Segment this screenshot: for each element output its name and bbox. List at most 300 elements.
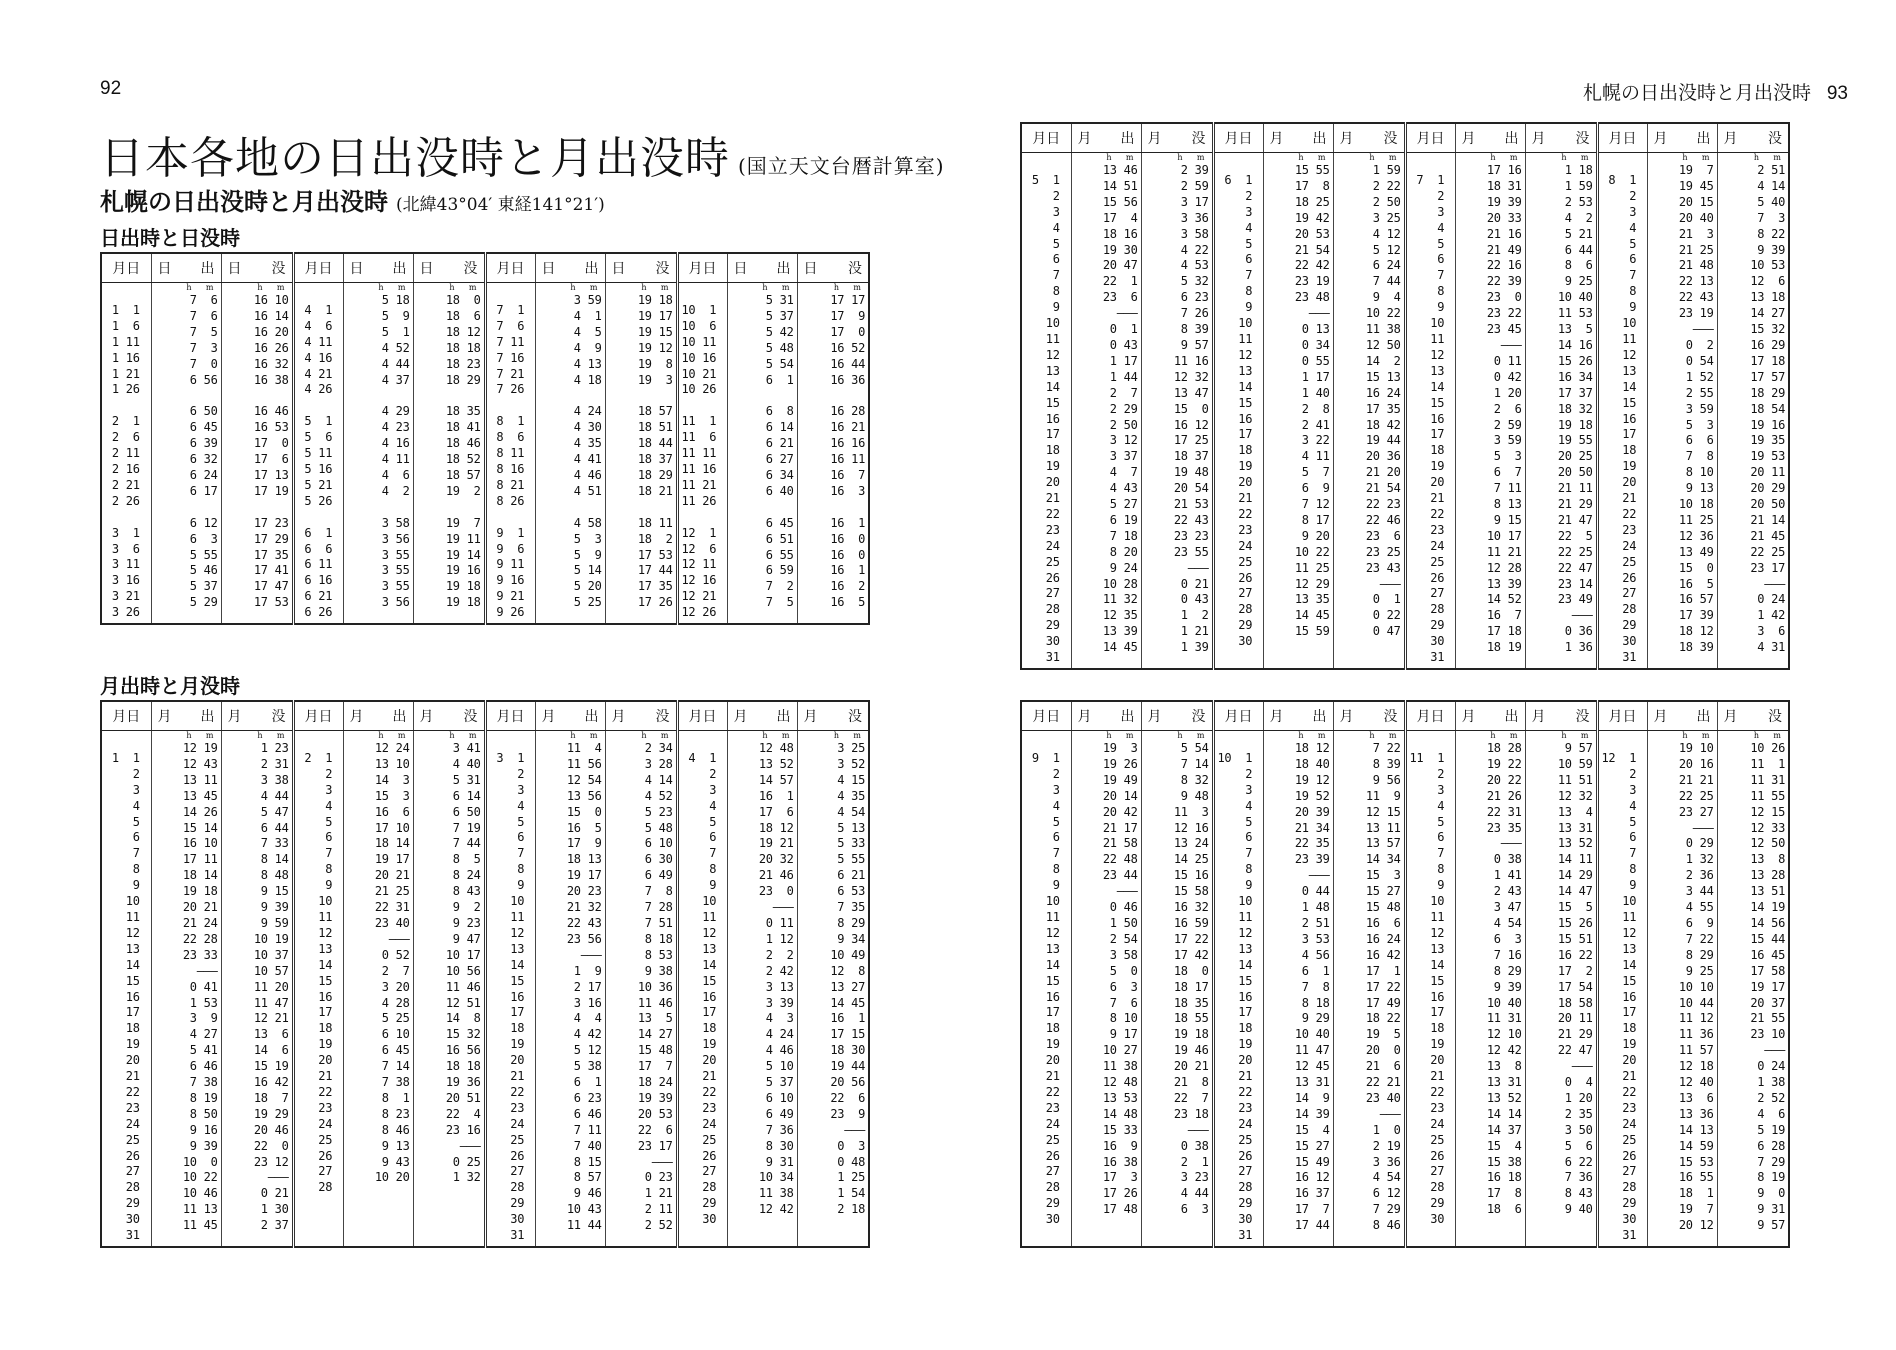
- set-header-b: 没: [1191, 131, 1206, 147]
- rise-column: [151, 731, 221, 1248]
- rise-column: [343, 731, 413, 1248]
- time-unit-marks: [1145, 731, 1209, 741]
- unit-hour: h: [1177, 153, 1183, 162]
- unit-minute: m: [781, 731, 790, 740]
- unit-hour: h: [257, 731, 263, 740]
- rise-column: [1455, 731, 1525, 1248]
- date-header: 月日: [1597, 123, 1647, 153]
- subtitle-text: 札幌の日出没時と月出没時: [100, 188, 388, 216]
- set-column: [1141, 153, 1213, 670]
- unit-minute: m: [660, 283, 669, 292]
- date-column: [1213, 153, 1263, 670]
- set-header-a: 月: [1723, 709, 1738, 725]
- set-header-a: 月: [1339, 131, 1354, 147]
- rise-values: 18 28 19 22 20 22 21 26 22 31 23 35 ——— 0 38 1 41 2 43 3 47 4 54 6 3 7 16 8 29 9 39 10 40 11 31 12 10 12 42 13 8 13 31 13 52 14 14 14 37 15 4 15 38 16 18 17 8 18 6: [1486, 741, 1522, 1217]
- set-header-a: 月: [227, 709, 242, 725]
- time-unit-marks: [1651, 731, 1714, 741]
- set-column: [221, 731, 293, 1248]
- right-page-number: 93: [1826, 83, 1848, 104]
- rise-header: [343, 701, 413, 731]
- time-unit-marks: [1337, 731, 1401, 741]
- rise-values: 12 19 12 43 13 11 13 45 14 26 15 14 16 10 17 11 18 14 19 18 20 21 21 24 22 28 23 33 ——— 0 41 1 53 3 9 4 27 5 41 6 46 7 38 8 19 8 50 9 16 9 39 10 0 10 22 10 46 11 13 11 45: [182, 741, 218, 1233]
- date-column: [677, 283, 727, 625]
- unit-hour: h: [1561, 153, 1567, 162]
- unit-minute: m: [1388, 153, 1397, 162]
- date-header: 月日: [1597, 701, 1647, 731]
- rise-header-a: 月: [1653, 131, 1668, 147]
- set-header: [605, 253, 677, 283]
- set-header: [1717, 123, 1789, 153]
- set-column: [605, 283, 677, 625]
- time-unit-marks: [1459, 731, 1522, 741]
- page-subtitle: [100, 182, 605, 217]
- table-body-row: [101, 731, 869, 1248]
- unit-minute: m: [660, 731, 669, 740]
- date-header: 月日: [293, 701, 343, 731]
- rise-values: 13 46 14 51 15 56 17 4 18 16 19 30 20 47 22 1 23 6 ——— 0 1 0 43 1 17 1 44 2 7 2 29 2 50 3 12 3 37 4 7 4 43 5 27 6 19 7 18 8 20 9 24 10 28 11 32 12 35 13 39 14 45: [1102, 163, 1138, 655]
- unit-minute: m: [1509, 153, 1518, 162]
- rise-values: 11 4 11 56 12 54 13 56 15 0 16 5 17 9 18 13 19 17 20 23 21 32 22 43 23 56 ——— 1 9 2 17 3 16 4 4 4 42 5 12 5 38 6 1 6 23 6 46 7 11 7 40 8 15 8 57 9 46 10 43 11 44: [566, 741, 602, 1233]
- rise-header-a: 月: [157, 709, 172, 725]
- time-unit-marks: [1075, 153, 1138, 163]
- date-values: 4 1 2 3 4 5 6 7 8 9 10 11 12 13 14 15 16 17 18 19 20 21 22 23 24 25 26 27 28 29 30: [688, 750, 717, 1227]
- table-body-row: [1021, 153, 1789, 670]
- rise-column: [1071, 153, 1141, 670]
- rise-values: 19 3 19 26 19 49 20 14 20 42 21 17 21 58 22 48 23 44 ——— 0 46 1 50 2 54 3 58 5 0 6 3 7 6 8 10 9 17 10 27 11 38 12 48 13 53 14 48 15 33 16 9 16 38 17 3 17 26 17 48: [1102, 741, 1138, 1217]
- moon-section-heading: 月出時と月没時: [100, 674, 240, 698]
- rise-column: [151, 283, 221, 625]
- set-header-b: 没: [463, 709, 478, 725]
- unit-minute: m: [1701, 153, 1710, 162]
- unit-minute: m: [1317, 153, 1326, 162]
- rise-header: [1455, 701, 1525, 731]
- date-header: 月日: [677, 701, 727, 731]
- set-values: 10 26 11 1 11 31 11 55 12 15 12 33 12 50 13 8 13 28 13 51 14 19 14 56 15 44 16 45 17 58 19 17 20 37 21 55 23 10 ——— 0 24 1 38 2 52 4 6 5 19 6 28 7 29 8 19 9 0 9 31 9 57: [1750, 741, 1785, 1233]
- table-body-row: [101, 283, 869, 625]
- time-unit-marks: [609, 283, 673, 293]
- unit-hour: h: [1369, 153, 1375, 162]
- unit-minute: m: [1196, 153, 1205, 162]
- rise-values: 12 48 13 52 14 57 16 1 17 6 18 12 19 21 20 32 21 46 23 0 ——— 0 11 1 12 2 2 2 42 3 13 3 39 4 3 4 24 4 46 5 10 5 37 6 10 6 49 7 36 8 30 9 31 10 34 11 38 12 42: [758, 741, 794, 1217]
- sun-section-heading: 日出時と日没時: [100, 226, 240, 250]
- unit-hour: h: [1490, 731, 1496, 740]
- set-header: [1333, 701, 1405, 731]
- set-header: [1525, 123, 1597, 153]
- rise-column: [535, 731, 605, 1248]
- rise-header: [151, 701, 221, 731]
- set-values: 1 23 2 31 3 38 4 44 5 47 6 44 7 33 8 14 8 48 9 15 9 39 9 59 10 19 10 37 10 57 11 20 11 47 12 21 13 6 14 6 15 19 16 42 18 7 19 29 20 46 22 0 23 12 ——— 0 21 1 30 2 37: [253, 741, 289, 1233]
- table-header-row: [1021, 701, 1789, 731]
- date-column: [677, 731, 727, 1248]
- time-unit-marks: [731, 283, 794, 293]
- date-values: 7 1 2 3 4 5 6 7 8 9 10 11 12 13 14 15 16 17 18 19 20 21 22 23 24 25 26 27 28 29 30 31: [1416, 172, 1445, 665]
- unit-hour: h: [570, 283, 576, 292]
- date-header: 月日: [677, 253, 727, 283]
- coordinates: (北緯43°04′ 東経141°21′): [396, 195, 605, 215]
- set-column: [413, 283, 485, 625]
- set-header-b: 没: [655, 261, 670, 277]
- time-unit-marks: [609, 731, 673, 741]
- rise-header-a: 月: [733, 709, 748, 725]
- unit-minute: m: [1580, 731, 1589, 740]
- unit-hour: h: [833, 283, 839, 292]
- date-header: 月日: [1213, 701, 1263, 731]
- rise-header: [535, 253, 605, 283]
- time-unit-marks: [1337, 153, 1401, 163]
- set-header-a: 月: [611, 709, 626, 725]
- date-column: [1405, 731, 1455, 1248]
- rise-values: 5 31 5 37 5 42 5 48 5 54 6 1 6 8 6 14 6 21 6 27 6 34 6 40 6 45 6 51 6 55 6 59 7 2 7 5: [765, 293, 794, 610]
- set-header-a: 月: [1147, 131, 1162, 147]
- time-unit-marks: [1459, 153, 1522, 163]
- set-values: 7 22 8 39 9 56 11 9 12 15 13 11 13 57 14 34 15 3 15 27 15 48 16 6 16 24 16 42 17 1 17 22 17 49 18 22 19 5 20 0 21 6 22 21 23 40 ——— 1 0 2 19 3 36 4 54 6 12 7 29 8 46: [1365, 741, 1401, 1233]
- unit-hour: h: [1753, 731, 1759, 740]
- time-unit-marks: [801, 731, 866, 741]
- rise-header-a: 日: [733, 261, 748, 277]
- date-values: 3 1 2 3 4 5 6 7 8 9 10 11 12 13 14 15 16 17 18 19 20 21 22 23 24 25 26 27 28 29 30 31: [496, 750, 525, 1243]
- set-header-a: 日: [227, 261, 242, 277]
- unit-minute: m: [397, 731, 406, 740]
- set-header: [1525, 701, 1597, 731]
- date-column: [485, 731, 535, 1248]
- unit-minute: m: [1509, 731, 1518, 740]
- unit-minute: m: [397, 283, 406, 292]
- moon-table-may-aug: [1020, 122, 1790, 670]
- page-title: [100, 122, 945, 186]
- date-values: 2 1 2 3 4 5 6 7 8 9 10 11 12 13 14 15 16 17 18 19 20 21 22 23 24 25 26 27 28: [304, 750, 333, 1195]
- unit-minute: m: [205, 283, 214, 292]
- date-values: 11 1 2 3 4 5 6 7 8 9 10 11 12 13 14 15 16 17 18 19 20 21 22 23 24 25 26 27 28 29 30: [1409, 750, 1445, 1227]
- rise-header: [151, 253, 221, 283]
- set-header-b: 没: [463, 261, 478, 277]
- rise-header-b: 出: [1312, 131, 1327, 147]
- rise-header-b: 出: [584, 261, 599, 277]
- date-values: 5 1 2 3 4 5 6 7 8 9 10 11 12 13 14 15 16 17 18 19 20 21 22 23 24 25 26 27 28 29 30 31: [1031, 172, 1060, 665]
- set-header: [1141, 701, 1213, 731]
- rise-values: 12 24 13 10 14 3 15 3 16 6 17 10 18 14 19 17 20 21 21 25 22 31 23 40 ——— 0 52 2 7 3 20 4 28 5 25 6 10 6 45 7 14 7 38 8 1 8 23 8 46 9 13 9 43 10 20: [374, 741, 410, 1185]
- date-column: [1405, 153, 1455, 670]
- rise-header-b: 出: [392, 261, 407, 277]
- rise-header: [1071, 123, 1141, 153]
- set-column: [1717, 731, 1789, 1248]
- moon-table-sep-dec: [1020, 700, 1790, 1248]
- unit-hour: h: [570, 731, 576, 740]
- set-header: [413, 253, 485, 283]
- unit-hour: h: [1177, 731, 1183, 740]
- time-unit-marks: [801, 283, 866, 293]
- time-unit-marks: [1651, 153, 1714, 163]
- right-page-header: [1583, 78, 1848, 105]
- rise-header-b: 出: [1120, 131, 1135, 147]
- date-header: 月日: [1405, 701, 1455, 731]
- time-unit-marks: [1267, 153, 1330, 163]
- rise-column: [1263, 153, 1333, 670]
- rise-values: 19 10 20 16 21 21 22 25 23 27 ——— 0 29 1 32 2 36 3 44 4 55 6 9 7 22 8 29 9 25 10 10 10 44 11 12 11 36 11 57 12 18 12 40 13 6 13 36 14 13 14 59 15 53 16 55 18 1 19 7 20 12: [1678, 741, 1714, 1233]
- rise-header-b: 出: [1696, 131, 1711, 147]
- unit-hour: h: [257, 283, 263, 292]
- rise-header-a: 月: [349, 709, 364, 725]
- rise-header: [343, 253, 413, 283]
- rise-header-b: 出: [584, 709, 599, 725]
- set-header-a: 月: [1147, 709, 1162, 725]
- unit-minute: m: [1317, 731, 1326, 740]
- rise-header-b: 出: [776, 709, 791, 725]
- rise-header: [727, 701, 797, 731]
- set-values: 3 25 3 52 4 15 4 35 4 54 5 13 5 33 5 55 6 21 6 53 7 35 8 29 9 34 10 49 12 8 13 27 14 45 16 1 17 15 18 30 19 44 20 56 22 6 23 9 ——— 0 3 0 48 1 25 1 54 2 18: [830, 741, 865, 1217]
- rise-header-a: 月: [1077, 709, 1092, 725]
- date-column: [485, 283, 535, 625]
- unit-hour: h: [1298, 731, 1304, 740]
- set-values: 18 0 18 6 18 12 18 18 18 23 18 29 18 35 18 41 18 46 18 52 18 57 19 2 19 7 19 11 19 14 19 16 19 18 19 18: [445, 293, 481, 610]
- unit-minute: m: [1580, 153, 1589, 162]
- set-values: 19 18 19 17 19 15 19 12 19 8 19 3 18 57 18 51 18 44 18 37 18 29 18 21 18 11 18 2 17 53 17 44 17 35 17 26: [637, 293, 673, 610]
- rise-header-a: 月: [1269, 131, 1284, 147]
- date-values: 10 1 10 6 10 11 10 16 10 21 10 26 11 1 11 6 11 11 11 16 11 21 11 26 12 1 12 6 12 11 12 16 12 21 12 26: [681, 302, 717, 620]
- rise-header-a: 日: [157, 261, 172, 277]
- date-header: 月日: [485, 701, 535, 731]
- set-header-a: 月: [803, 709, 818, 725]
- date-column: [101, 731, 151, 1248]
- time-unit-marks: [1145, 153, 1209, 163]
- set-header-b: 没: [271, 709, 286, 725]
- date-header: 月日: [101, 253, 151, 283]
- rise-column: [535, 283, 605, 625]
- date-values: 4 1 4 6 4 11 4 16 4 21 4 26 5 1 5 6 5 11 5 16 5 21 5 26 6 1 6 6 6 11 6 16 6 21 6 26: [304, 302, 333, 620]
- rise-header: [1647, 701, 1717, 731]
- set-header: [221, 253, 293, 283]
- rise-header: [727, 253, 797, 283]
- set-values: 1 59 2 22 2 50 3 25 4 12 5 12 6 24 7 44 9 4 10 22 11 38 12 50 14 2 15 13 16 24 17 35 18 42 19 44 20 36 21 20 21 54 22 23 22 46 23 6 23 25 23 43 ——— 0 1 0 22 0 47: [1365, 163, 1401, 639]
- rise-header-a: 月: [1461, 131, 1476, 147]
- set-column: [1525, 153, 1597, 670]
- set-header: [221, 701, 293, 731]
- time-unit-marks: [1721, 731, 1786, 741]
- set-values: 17 17 17 9 17 0 16 52 16 44 16 36 16 28 16 21 16 16 16 11 16 7 16 3 16 1 16 0 16 0 16 1 16 2 16 5: [830, 293, 865, 610]
- sun-rise-set-table: [100, 252, 870, 625]
- unit-hour: h: [186, 283, 192, 292]
- rise-column: [727, 283, 797, 625]
- set-values: 9 57 10 59 11 51 12 32 13 4 13 31 13 52 14 11 14 29 14 47 15 5 15 26 15 51 16 22 17 2 17 54 18 58 20 11 21 29 22 47 ——— 0 4 1 20 2 35 3 50 5 6 6 22 7 36 8 43 9 40: [1557, 741, 1593, 1217]
- unit-minute: m: [1125, 153, 1134, 162]
- rise-column: [727, 731, 797, 1248]
- set-column: [1717, 153, 1789, 670]
- time-unit-marks: [1075, 731, 1138, 741]
- date-column: [293, 731, 343, 1248]
- rise-values: 19 7 19 45 20 15 20 40 21 3 21 25 21 48 22 13 22 43 23 19 ——— 0 2 0 54 1 52 2 55 3 59 5 3 6 6 7 8 8 10 9 13 10 18 11 25 12 36 13 49 15 0 16 5 16 57 17 39 18 12 18 39: [1678, 163, 1714, 655]
- date-column: [293, 283, 343, 625]
- rise-values: 5 18 5 9 5 1 4 52 4 44 4 37 4 29 4 23 4 16 4 11 4 6 4 2 3 58 3 56 3 55 3 55 3 55 3 56: [381, 293, 410, 610]
- rise-header-b: 出: [1120, 709, 1135, 725]
- date-values: 1 1 1 6 1 11 1 16 1 21 1 26 2 1 2 6 2 11 2 16 2 21 2 26 3 1 3 6 3 11 3 16 3 21 3 26: [111, 302, 140, 620]
- rise-header: [535, 701, 605, 731]
- unit-minute: m: [589, 731, 598, 740]
- unit-minute: m: [1388, 731, 1397, 740]
- unit-hour: h: [378, 283, 384, 292]
- set-values: 2 39 2 59 3 17 3 36 3 58 4 22 4 53 5 32 6 23 7 26 8 39 9 57 11 16 12 32 13 47 15 0 16 12 17 25 18 37 19 48 20 54 21 53 22 43 23 23 23 55 ——— 0 21 0 43 1 2 1 21 1 39: [1173, 163, 1209, 655]
- unit-hour: h: [449, 283, 455, 292]
- time-unit-marks: [539, 283, 602, 293]
- date-column: [1021, 153, 1071, 670]
- rise-values: 3 59 4 1 4 5 4 9 4 13 4 18 4 24 4 30 4 35 4 41 4 46 4 51 4 58 5 3 5 9 5 14 5 20 5 25: [573, 293, 602, 610]
- unit-hour: h: [762, 731, 768, 740]
- set-header-a: 日: [419, 261, 434, 277]
- set-values: 5 54 7 14 8 32 9 48 11 3 12 16 13 24 14 25 15 16 15 58 16 32 16 59 17 22 17 42 18 0 18 17 18 35 18 55 19 18 19 46 20 21 21 8 22 7 23 18 ——— 0 38 2 1 3 23 4 44 6 3: [1173, 741, 1209, 1217]
- unit-minute: m: [1196, 731, 1205, 740]
- date-column: [101, 283, 151, 625]
- set-column: [605, 731, 677, 1248]
- set-header: [1141, 123, 1213, 153]
- left-page-number: 92: [100, 78, 122, 99]
- rise-column: [1071, 731, 1141, 1248]
- unit-hour: h: [1106, 731, 1112, 740]
- set-header-b: 没: [848, 709, 862, 725]
- time-unit-marks: [347, 283, 410, 293]
- rise-header-b: 出: [1504, 709, 1519, 725]
- set-column: [1141, 731, 1213, 1248]
- unit-hour: h: [1682, 731, 1688, 740]
- title-source-note: (国立天文台暦計算室): [738, 154, 945, 178]
- set-header: [1333, 123, 1405, 153]
- rise-values: 15 55 17 8 18 25 19 42 20 53 21 54 22 42 23 19 23 48 ——— 0 13 0 34 0 55 1 17 1 40 2 8 2 41 3 22 4 11 5 7 6 9 7 12 8 17 9 20 10 22 11 25 12 29 13 35 14 45 15 59: [1294, 163, 1330, 639]
- time-unit-marks: [1267, 731, 1330, 741]
- set-header-b: 没: [1768, 131, 1782, 147]
- date-values: 12 1 2 3 4 5 6 7 8 9 10 11 12 13 14 15 16 17 18 19 20 21 22 23 24 25 26 27 28 29 30 31: [1601, 750, 1637, 1243]
- rise-header-b: 出: [392, 709, 407, 725]
- rise-header-a: 月: [1461, 709, 1476, 725]
- rise-header-b: 出: [1504, 131, 1519, 147]
- rise-header-a: 月: [1269, 709, 1284, 725]
- set-header-b: 没: [1383, 709, 1398, 725]
- rise-header-a: 月: [1653, 709, 1668, 725]
- unit-hour: h: [1298, 153, 1304, 162]
- unit-minute: m: [276, 731, 285, 740]
- unit-minute: m: [1701, 731, 1710, 740]
- set-header: [1717, 701, 1789, 731]
- date-header: 月日: [1213, 123, 1263, 153]
- date-column: [1213, 731, 1263, 1248]
- time-unit-marks: [417, 731, 481, 741]
- set-column: [1525, 731, 1597, 1248]
- set-header-b: 没: [1575, 709, 1590, 725]
- unit-hour: h: [1561, 731, 1567, 740]
- time-unit-marks: [539, 731, 602, 741]
- rise-header-b: 出: [200, 709, 215, 725]
- table-body-row: [1021, 731, 1789, 1248]
- set-column: [1333, 153, 1405, 670]
- time-unit-marks: [225, 731, 289, 741]
- unit-hour: h: [641, 731, 647, 740]
- set-values: 16 10 16 14 16 20 16 26 16 32 16 38 16 46 16 53 17 0 17 6 17 13 17 19 17 23 17 29 17 35 17 41 17 47 17 53: [253, 293, 289, 610]
- set-header-b: 没: [848, 261, 862, 277]
- rise-column: [1263, 731, 1333, 1248]
- unit-hour: h: [378, 731, 384, 740]
- rise-header: [1263, 701, 1333, 731]
- unit-hour: h: [1369, 731, 1375, 740]
- set-header-b: 没: [271, 261, 286, 277]
- running-header-title: 札幌の日出没時と月出没時: [1583, 83, 1812, 104]
- date-values: 1 1 2 3 4 5 6 7 8 9 10 11 12 13 14 15 16 17 18 19 20 21 22 23 24 25 26 27 28 29 30 31: [111, 750, 140, 1243]
- unit-minute: m: [276, 283, 285, 292]
- time-unit-marks: [417, 283, 481, 293]
- rise-header-b: 出: [1696, 709, 1711, 725]
- rise-header-b: 出: [776, 261, 791, 277]
- time-unit-marks: [347, 731, 410, 741]
- unit-hour: h: [1753, 153, 1759, 162]
- unit-hour: h: [1490, 153, 1496, 162]
- unit-minute: m: [1773, 731, 1781, 740]
- date-values: 6 1 2 3 4 5 6 7 8 9 10 11 12 13 14 15 16 17 18 19 20 21 22 23 24 25 26 27 28 29 30: [1224, 172, 1253, 649]
- rise-header: [1263, 123, 1333, 153]
- unit-minute: m: [853, 283, 861, 292]
- set-header-b: 没: [655, 709, 670, 725]
- rise-header-b: 出: [1312, 709, 1327, 725]
- set-column: [221, 283, 293, 625]
- set-header: [413, 701, 485, 731]
- set-column: [797, 731, 869, 1248]
- unit-hour: h: [449, 731, 455, 740]
- rise-header: [1455, 123, 1525, 153]
- rise-header-a: 月: [541, 709, 556, 725]
- rise-column: [1455, 153, 1525, 670]
- time-unit-marks: [731, 731, 794, 741]
- rise-header-a: 日: [541, 261, 556, 277]
- time-unit-marks: [155, 731, 218, 741]
- time-unit-marks: [155, 283, 218, 293]
- date-header: 月日: [485, 253, 535, 283]
- set-values: 2 51 4 14 5 40 7 3 8 22 9 39 10 53 12 6 13 18 14 27 15 32 16 29 17 18 17 57 18 29 18 54 19 16 19 35 19 53 20 11 20 29 20 50 21 14 21 45 22 25 23 17 ——— 0 24 1 42 3 6 4 31: [1750, 163, 1785, 655]
- set-header-b: 没: [1575, 131, 1590, 147]
- set-header-a: 日: [611, 261, 626, 277]
- unit-minute: m: [1125, 731, 1134, 740]
- date-values: 9 1 2 3 4 5 6 7 8 9 10 11 12 13 14 15 16 17 18 19 20 21 22 23 24 25 26 27 28 29 30: [1031, 750, 1060, 1227]
- date-header: 月日: [293, 253, 343, 283]
- time-unit-marks: [1721, 153, 1786, 163]
- set-column: [1333, 731, 1405, 1248]
- table-header-row: [101, 253, 869, 283]
- table-header-row: [101, 701, 869, 731]
- unit-minute: m: [1773, 153, 1781, 162]
- set-header-b: 没: [1191, 709, 1206, 725]
- set-header-b: 没: [1768, 709, 1782, 725]
- set-header-a: 月: [1339, 709, 1354, 725]
- set-values: 3 41 4 40 5 31 6 14 6 50 7 19 7 44 8 5 8 24 8 43 9 2 9 23 9 47 10 17 10 56 11 46 12 51 14 8 15 32 16 56 18 18 19 36 20 51 22 4 23 16 ——— 0 25 1 32: [445, 741, 481, 1185]
- date-column: [1597, 731, 1647, 1248]
- unit-minute: m: [468, 731, 477, 740]
- unit-hour: h: [1682, 153, 1688, 162]
- date-header: 月日: [101, 701, 151, 731]
- set-values: 1 18 1 59 2 53 4 2 5 21 6 44 8 6 9 25 10 40 11 53 13 5 14 16 15 26 16 34 17 37 18 32 19 18 19 55 20 25 20 50 21 11 21 29 21 47 22 5 22 25 22 47 23 14 23 49 ——— 0 36 1 36: [1557, 163, 1593, 655]
- date-header: 月日: [1021, 701, 1071, 731]
- date-column: [1597, 153, 1647, 670]
- set-header: [797, 253, 869, 283]
- set-header-a: 日: [803, 261, 818, 277]
- rise-header-a: 日: [349, 261, 364, 277]
- date-values: 8 1 2 3 4 5 6 7 8 9 10 11 12 13 14 15 16 17 18 19 20 21 22 23 24 25 26 27 28 29 30 31: [1608, 172, 1637, 665]
- time-unit-marks: [225, 283, 289, 293]
- rise-values: 17 16 18 31 19 39 20 33 21 16 21 49 22 16 22 39 23 0 23 22 23 45 ——— 0 11 0 42 1 20 2 6 2 59 3 59 5 3 6 7 7 11 8 13 9 15 10 17 11 21 12 28 13 39 14 52 16 7 17 18 18 19: [1486, 163, 1522, 655]
- set-column: [413, 731, 485, 1248]
- set-values: 2 34 3 28 4 14 4 52 5 23 5 48 6 10 6 30 6 49 7 8 7 28 7 51 8 18 8 53 9 38 10 36 11 46 13 5 14 27 15 48 17 7 18 24 19 39 20 53 22 6 23 17 ——— 0 23 1 21 2 11 2 52: [637, 741, 673, 1233]
- date-header: 月日: [1405, 123, 1455, 153]
- set-header-a: 月: [1531, 131, 1546, 147]
- set-header: [605, 701, 677, 731]
- date-values: 10 1 2 3 4 5 6 7 8 9 10 11 12 13 14 15 16 17 18 19 20 21 22 23 24 25 26 27 28 29 30 31: [1217, 750, 1253, 1243]
- moon-table-jan-apr: [100, 700, 870, 1248]
- rise-header-a: 月: [1077, 131, 1092, 147]
- set-header-b: 没: [1383, 131, 1398, 147]
- rise-column: [1647, 731, 1717, 1248]
- set-column: [797, 283, 869, 625]
